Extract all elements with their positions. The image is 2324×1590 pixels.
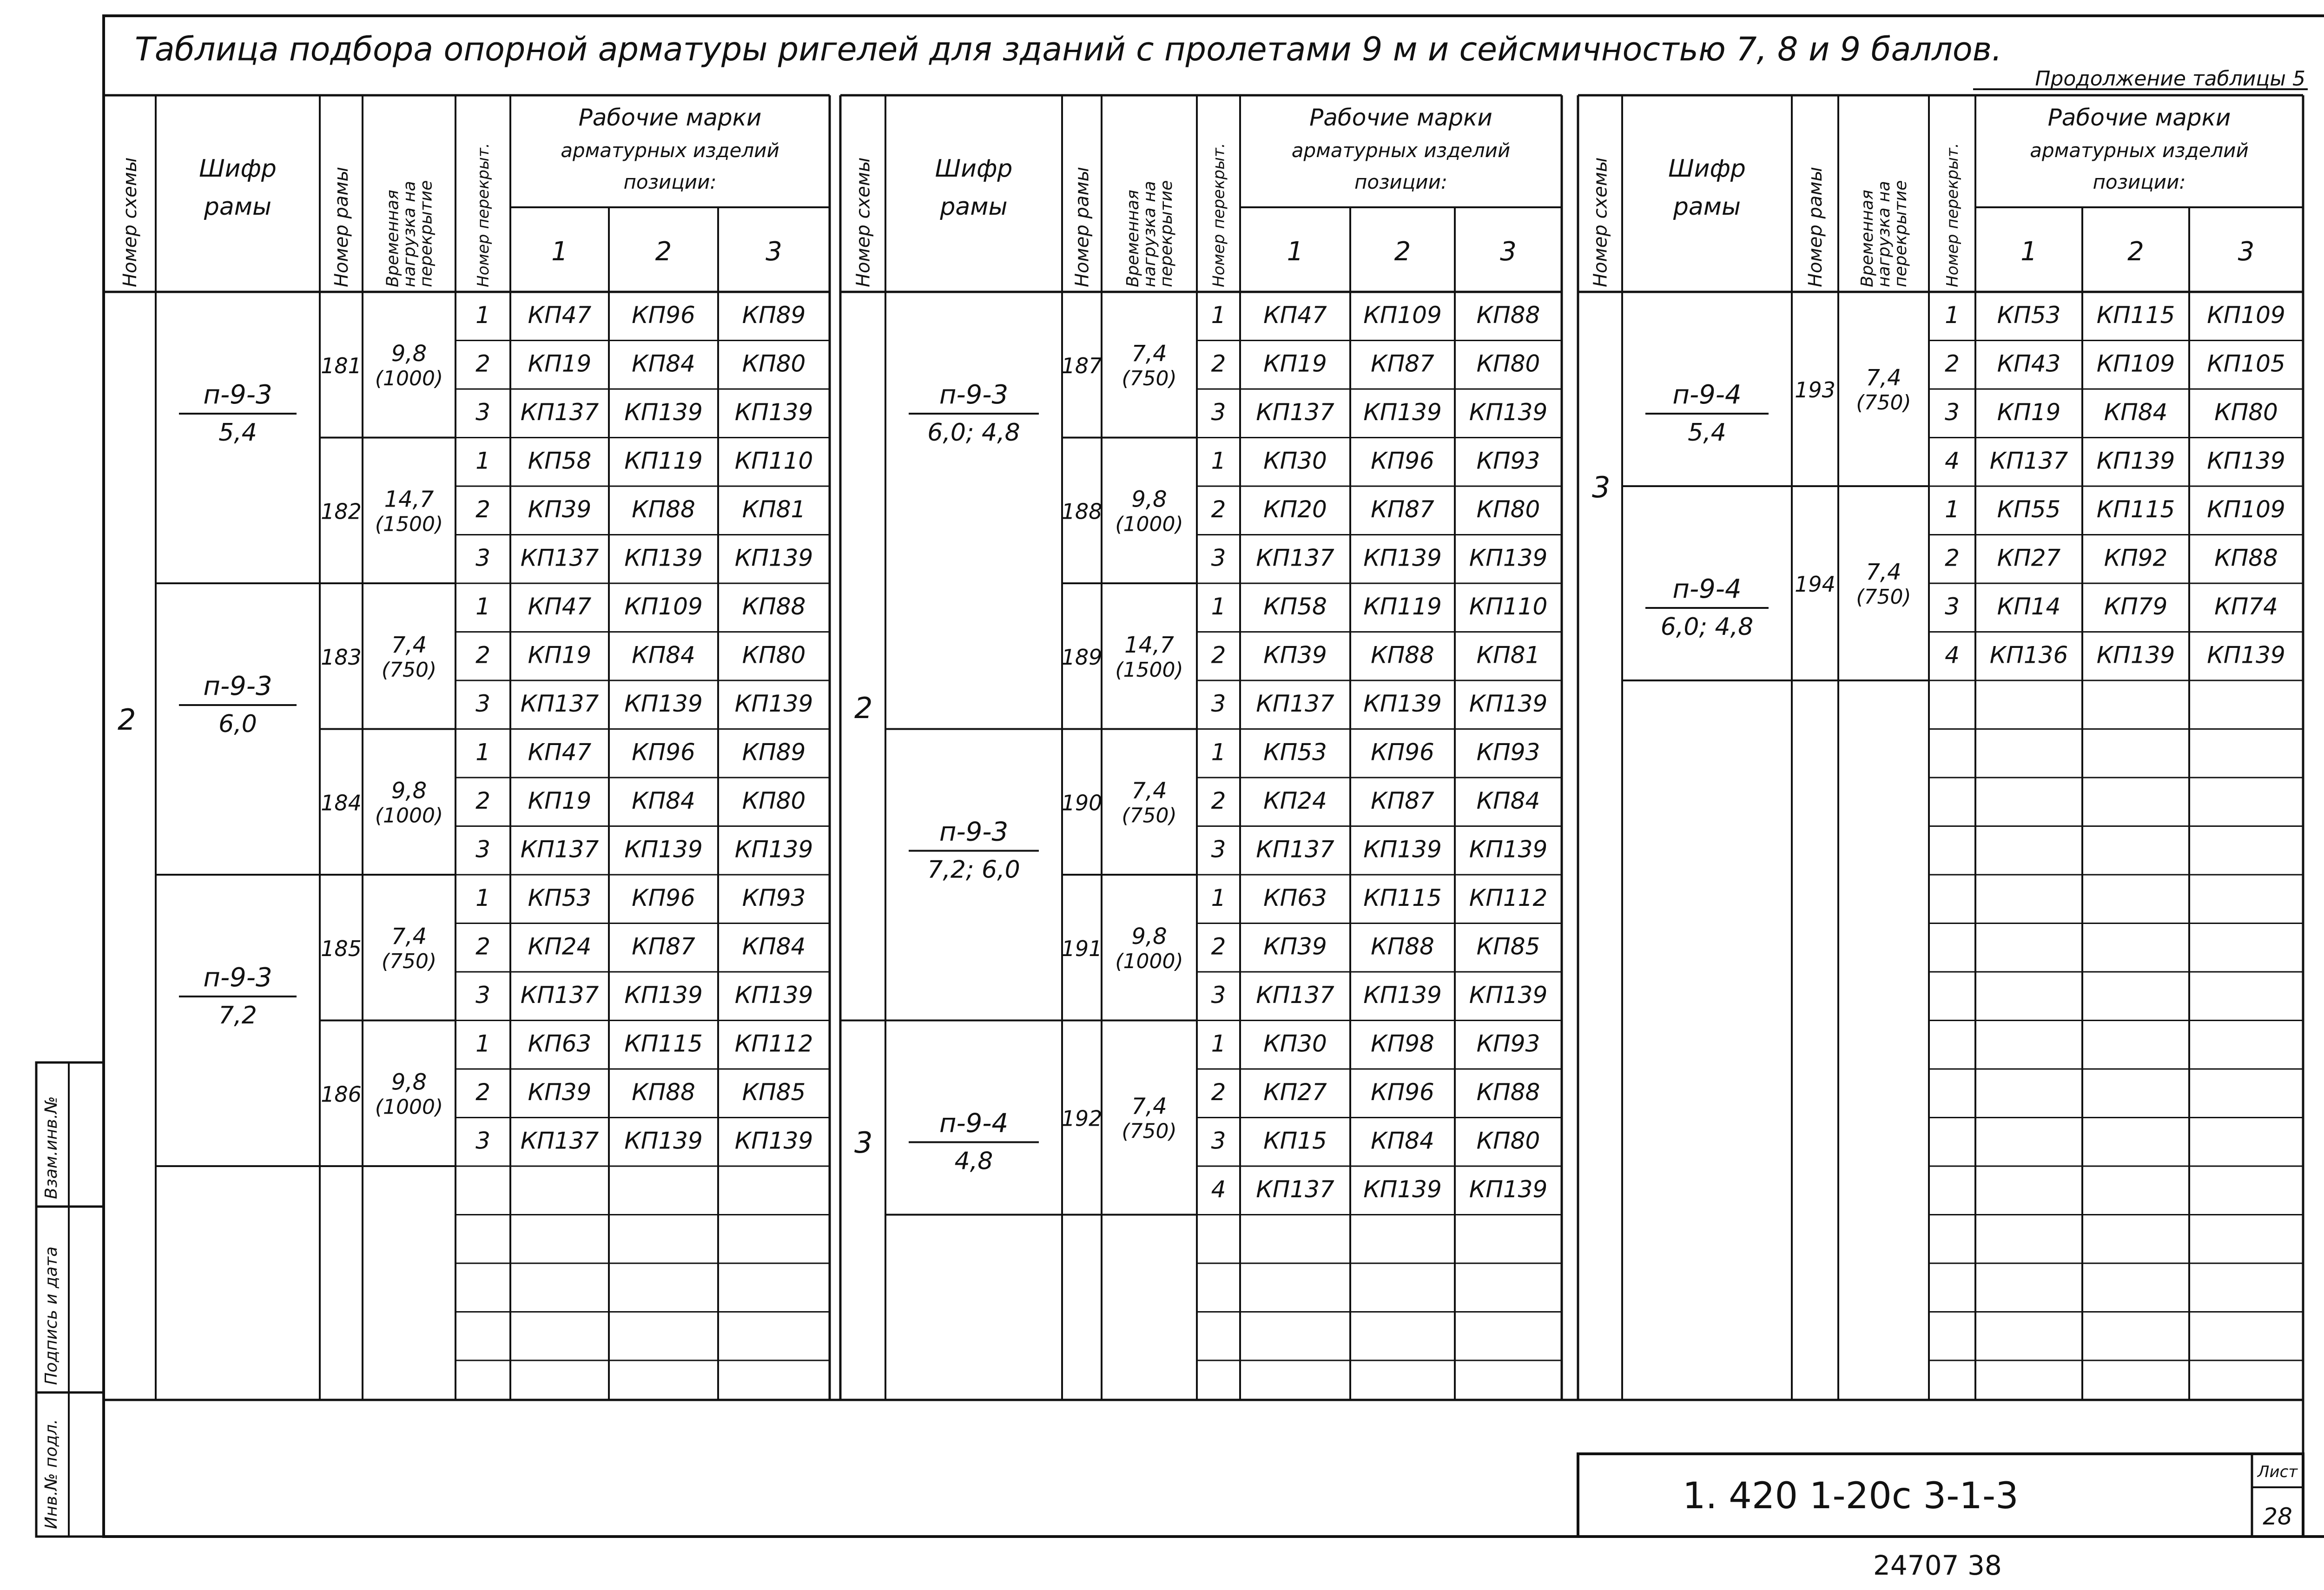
load-value: 7,4 — [1131, 1093, 1167, 1120]
mark-position-3: КП139 — [734, 836, 813, 863]
mark-position-2: КП139 — [2096, 447, 2175, 475]
floor-number: 4 — [1945, 641, 1960, 669]
header-position-1: 1 — [2020, 237, 2037, 267]
header-scheme-number: Номер схемы — [852, 157, 874, 287]
mark-position-2: КП88 — [1371, 933, 1434, 960]
mark-position-1: КП39 — [1263, 641, 1327, 669]
load-value: 7,4 — [1131, 778, 1167, 804]
mark-position-3: КП93 — [1476, 739, 1540, 766]
mark-position-1: КП55 — [1997, 495, 2061, 523]
mark-position-3: КП80 — [1476, 350, 1540, 377]
mark-position-2: КП139 — [2096, 641, 2175, 669]
floor-number: 2 — [1211, 1078, 1226, 1106]
mark-position-2: КП109 — [624, 593, 703, 620]
mark-position-2: КП139 — [624, 544, 703, 572]
mark-position-3: КП139 — [2207, 447, 2285, 475]
floor-number: 3 — [1211, 398, 1226, 426]
mark-position-3: КП74 — [2214, 593, 2278, 620]
floor-number: 2 — [1945, 350, 1960, 377]
mark-position-1: КП53 — [528, 884, 592, 911]
floor-number: 4 — [1945, 447, 1960, 475]
load-value: 9,8 — [391, 1069, 427, 1095]
cipher-bottom: 4,8 — [954, 1147, 993, 1175]
cipher-top: п-9-3 — [203, 963, 272, 993]
mark-position-2: КП96 — [632, 301, 695, 329]
floor-number: 1 — [1211, 739, 1226, 766]
header-position-2: 2 — [655, 237, 672, 267]
frame-number: 192 — [1061, 1106, 1103, 1131]
mark-position-2: КП119 — [1363, 593, 1442, 620]
mark-position-1: КП137 — [520, 981, 599, 1009]
mark-position-3: КП139 — [1469, 398, 1548, 426]
mark-position-1: КП30 — [1263, 447, 1327, 475]
frame-number: 194 — [1795, 572, 1835, 597]
load-value: (750) — [1122, 1119, 1177, 1143]
load-value: (750) — [1122, 366, 1177, 390]
mark-position-3: КП139 — [734, 544, 813, 572]
floor-number: 1 — [1211, 1030, 1226, 1057]
mark-position-1: КП137 — [520, 690, 599, 717]
cipher-bottom: 7,2; 6,0 — [927, 856, 1020, 884]
mark-position-3: КП109 — [2207, 301, 2285, 329]
floor-number: 4 — [1211, 1175, 1226, 1203]
mark-position-3: КП93 — [1476, 1030, 1540, 1057]
mark-position-1: КП53 — [1997, 301, 2061, 329]
cipher-bottom: 7,2 — [218, 1002, 257, 1029]
mark-position-3: КП112 — [1469, 884, 1548, 911]
mark-position-1: КП19 — [1997, 398, 2061, 426]
frame-number: 186 — [321, 1082, 362, 1107]
header-floor-number: Номер перекрыт. — [474, 143, 493, 287]
mark-position-1: КП47 — [1263, 301, 1327, 329]
mark-position-2: КП115 — [1363, 884, 1442, 911]
floor-number: 1 — [475, 447, 490, 475]
mark-position-1: КП19 — [528, 787, 592, 814]
archive-number: 24707 38 — [1873, 1550, 2002, 1581]
mark-position-3: КП139 — [1469, 544, 1548, 572]
mark-position-2: КП109 — [1363, 301, 1442, 329]
sheet-label: Лист — [2257, 1463, 2298, 1481]
mark-position-2: КП96 — [1371, 447, 1434, 475]
frame-number: 183 — [321, 644, 362, 670]
mark-position-2: КП87 — [1371, 787, 1434, 814]
mark-position-1: КП47 — [528, 739, 592, 766]
mark-position-1: КП19 — [1263, 350, 1327, 377]
mark-position-3: КП80 — [2214, 398, 2278, 426]
floor-number: 2 — [475, 1078, 490, 1106]
floor-number: 3 — [1211, 1127, 1226, 1155]
floor-number: 3 — [475, 836, 490, 863]
cipher-top: п-9-3 — [939, 380, 1009, 410]
cipher-bottom: 6,0 — [218, 710, 257, 738]
mark-position-1: КП20 — [1263, 495, 1327, 523]
load-value: (1500) — [1115, 658, 1183, 682]
mark-position-2: КП139 — [624, 836, 703, 863]
header-position-2: 2 — [1394, 237, 1411, 267]
header-frame-number: Номер рамы — [1071, 166, 1093, 287]
cipher-bottom: 6,0; 4,8 — [1660, 613, 1754, 641]
mark-position-1: КП15 — [1263, 1127, 1327, 1155]
frame-number: 193 — [1795, 377, 1835, 402]
mark-position-1: КП137 — [1256, 1175, 1334, 1203]
mark-position-3: КП88 — [1476, 1078, 1540, 1106]
mark-position-1: КП27 — [1997, 544, 2061, 572]
mark-position-1: КП137 — [1256, 544, 1334, 572]
load-value: (750) — [381, 658, 437, 682]
header-cipher: Шифр — [199, 155, 277, 183]
mark-position-2: КП139 — [1363, 1175, 1442, 1203]
mark-position-1: КП137 — [1989, 447, 2068, 475]
mark-position-1: КП63 — [1263, 884, 1327, 911]
mark-position-1: КП63 — [528, 1030, 592, 1057]
drawing-designation: 1. 420 1-20с 3-1-3 — [1683, 1475, 2019, 1517]
floor-number: 3 — [1211, 981, 1226, 1009]
floor-number: 2 — [475, 787, 490, 814]
floor-number: 2 — [1211, 933, 1226, 960]
load-value: 9,8 — [1131, 923, 1167, 950]
mark-position-1: КП137 — [1256, 690, 1334, 717]
scheme-number: 3 — [1592, 470, 1611, 504]
mark-position-2: КП79 — [2104, 593, 2168, 620]
cipher-top: п-9-4 — [939, 1108, 1009, 1139]
mark-position-3: КП93 — [1476, 447, 1540, 475]
mark-position-1: КП136 — [1989, 641, 2068, 669]
header-scheme-number: Номер схемы — [119, 157, 141, 287]
mark-position-2: КП139 — [1363, 544, 1442, 572]
mark-position-3: КП89 — [742, 739, 806, 766]
load-value: 9,8 — [391, 340, 427, 367]
table-title: Таблица подбора опорной арматуры ригелей для зданий с пролетами 9 м и сейсмичностью 7, 8 и 9 баллов. — [135, 30, 2002, 68]
floor-number: 1 — [1211, 593, 1226, 620]
load-value: 14,7 — [384, 486, 434, 513]
header-marks: Рабочие марки — [578, 104, 762, 131]
frame-number: 187 — [1061, 353, 1103, 378]
header-marks: позиции: — [2093, 171, 2186, 193]
load-value: 9,8 — [1131, 486, 1167, 513]
floor-number: 1 — [1211, 884, 1226, 911]
floor-number: 1 — [475, 1030, 490, 1057]
mark-position-3: КП139 — [734, 398, 813, 426]
floor-number: 3 — [475, 1127, 490, 1155]
mark-position-3: КП81 — [1476, 641, 1540, 669]
mark-position-2: КП84 — [632, 350, 695, 377]
frame-number: 181 — [321, 353, 362, 378]
mark-position-1: КП14 — [1997, 593, 2061, 620]
floor-number: 2 — [475, 933, 490, 960]
load-value: 7,4 — [1866, 559, 1901, 585]
mark-position-3: КП88 — [2214, 544, 2278, 572]
floor-number: 2 — [1211, 350, 1226, 377]
floor-number: 1 — [1945, 495, 1960, 523]
mark-position-1: КП137 — [520, 836, 599, 863]
mark-position-2: КП139 — [624, 398, 703, 426]
scheme-number: 3 — [854, 1126, 873, 1160]
floor-number: 1 — [475, 884, 490, 911]
header-marks: арматурных изделий — [2030, 139, 2249, 162]
mark-position-2: КП96 — [632, 739, 695, 766]
floor-number: 3 — [1211, 544, 1226, 572]
floor-number: 1 — [1945, 301, 1960, 329]
floor-number: 2 — [475, 350, 490, 377]
header-scheme-number: Номер схемы — [1590, 157, 1611, 287]
mark-position-1: КП39 — [528, 1078, 592, 1106]
mark-position-3: КП105 — [2207, 350, 2285, 377]
floor-number: 3 — [1211, 690, 1226, 717]
floor-number: 3 — [1945, 593, 1960, 620]
mark-position-1: КП19 — [528, 641, 592, 669]
mark-position-1: КП47 — [528, 593, 592, 620]
floor-number: 1 — [475, 593, 490, 620]
cipher-bottom: 6,0; 4,8 — [927, 419, 1020, 447]
load-value: (1500) — [375, 512, 443, 536]
mark-position-3: КП109 — [2207, 495, 2285, 523]
load-value: 7,4 — [391, 632, 427, 658]
header-position-2: 2 — [2127, 237, 2144, 267]
mark-position-3: КП139 — [1469, 981, 1548, 1009]
load-value: 7,4 — [391, 923, 427, 950]
side-label-sign-date: Подпись и дата — [42, 1246, 61, 1385]
load-value: 14,7 — [1124, 632, 1174, 658]
frame-number: 185 — [321, 936, 362, 961]
mark-position-1: КП58 — [1263, 593, 1327, 620]
floor-number: 2 — [1211, 787, 1226, 814]
mark-position-2: КП87 — [1371, 495, 1434, 523]
mark-position-3: КП93 — [742, 884, 806, 911]
floor-number: 3 — [1945, 398, 1960, 426]
mark-position-3: КП81 — [742, 495, 806, 523]
load-value: 7,4 — [1131, 340, 1167, 367]
header-cipher: рамы — [940, 193, 1008, 221]
load-value: (1000) — [1115, 512, 1183, 536]
mark-position-2: КП115 — [2096, 495, 2175, 523]
mark-position-3: КП139 — [1469, 1175, 1548, 1203]
mark-position-1: КП137 — [1256, 836, 1334, 863]
mark-position-3: КП139 — [734, 1127, 813, 1155]
header-floor-number: Номер перекрыт. — [1943, 143, 1962, 287]
mark-position-1: КП137 — [520, 398, 599, 426]
mark-position-3: КП80 — [742, 641, 806, 669]
cipher-top: п-9-3 — [939, 817, 1009, 847]
mark-position-2: КП88 — [632, 495, 695, 523]
frame-number: 182 — [321, 499, 362, 524]
table-blocks — [104, 95, 2303, 1400]
mark-position-2: КП96 — [1371, 739, 1434, 766]
mark-position-1: КП30 — [1263, 1030, 1327, 1057]
mark-position-3: КП85 — [742, 1078, 806, 1106]
mark-position-2: КП96 — [1371, 1078, 1434, 1106]
cipher-bottom: 5,4 — [1688, 419, 1726, 447]
cipher-top: п-9-3 — [203, 671, 272, 701]
floor-number: 3 — [475, 398, 490, 426]
mark-position-2: КП115 — [624, 1030, 703, 1057]
mark-position-2: КП115 — [2096, 301, 2175, 329]
sheet-number: 28 — [2263, 1503, 2292, 1530]
header-position-3: 3 — [1500, 237, 1517, 267]
mark-position-3: КП88 — [1476, 301, 1540, 329]
mark-position-2: КП84 — [632, 787, 695, 814]
mark-position-3: КП139 — [734, 981, 813, 1009]
mark-position-3: КП139 — [734, 690, 813, 717]
floor-number: 3 — [1211, 836, 1226, 863]
header-position-1: 1 — [1287, 237, 1304, 267]
mark-position-2: КП119 — [624, 447, 703, 475]
mark-position-2: КП84 — [1371, 1127, 1434, 1155]
mark-position-2: КП139 — [1363, 836, 1442, 863]
mark-position-1: КП39 — [1263, 933, 1327, 960]
load-value: (750) — [1856, 585, 1911, 609]
mark-position-3: КП80 — [742, 350, 806, 377]
mark-position-2: КП88 — [632, 1078, 695, 1106]
load-value: (1000) — [375, 804, 443, 828]
floor-number: 3 — [475, 690, 490, 717]
header-frame-number: Номер рамы — [331, 166, 352, 287]
load-value: 9,8 — [391, 778, 427, 804]
header-temporary-load: Временнаянагрузка наперекрытие — [1123, 180, 1176, 287]
mark-position-2: КП139 — [1363, 690, 1442, 717]
mark-position-1: КП24 — [528, 933, 592, 960]
cipher-top: п-9-4 — [1672, 380, 1742, 410]
mark-position-2: КП87 — [632, 933, 695, 960]
header-marks: позиции: — [623, 171, 717, 193]
mark-position-2: КП98 — [1371, 1030, 1434, 1057]
mark-position-2: КП139 — [1363, 398, 1442, 426]
floor-number: 3 — [475, 544, 490, 572]
floor-number: 1 — [475, 301, 490, 329]
floor-number: 1 — [1211, 301, 1226, 329]
mark-position-3: КП139 — [1469, 836, 1548, 863]
load-value: 7,4 — [1866, 365, 1901, 391]
mark-position-3: КП112 — [734, 1030, 813, 1057]
mark-position-3: КП89 — [742, 301, 806, 329]
mark-position-3: КП85 — [1476, 933, 1540, 960]
frame-number: 190 — [1061, 790, 1103, 816]
scheme-number: 2 — [854, 691, 873, 725]
mark-position-1: КП53 — [1263, 739, 1327, 766]
mark-position-3: КП80 — [1476, 495, 1540, 523]
floor-number: 3 — [475, 981, 490, 1009]
header-marks: позиции: — [1354, 171, 1448, 193]
header-cipher: Шифр — [935, 155, 1013, 183]
continuation-label: Продолжение таблицы 5 — [2035, 67, 2305, 91]
scheme-number: 2 — [118, 703, 136, 737]
mark-position-3: КП80 — [1476, 1127, 1540, 1155]
load-value: (1000) — [375, 366, 443, 390]
mark-position-2: КП139 — [624, 981, 703, 1009]
floor-number: 2 — [1945, 544, 1960, 572]
mark-position-1: КП137 — [1256, 398, 1334, 426]
mark-position-1: КП43 — [1997, 350, 2061, 377]
frame-number: 189 — [1061, 644, 1103, 670]
mark-position-3: КП88 — [742, 593, 806, 620]
header-marks: Рабочие марки — [1309, 104, 1492, 131]
side-label-inv-no: Инв.№ подл. — [42, 1419, 61, 1529]
header-frame-number: Номер рамы — [1805, 166, 1826, 287]
mark-position-2: КП139 — [624, 1127, 703, 1155]
header-marks: Рабочие марки — [2047, 104, 2231, 131]
cipher-top: п-9-3 — [203, 380, 272, 410]
mark-position-1: КП19 — [528, 350, 592, 377]
mark-position-3: КП110 — [734, 447, 813, 475]
mark-position-2: КП139 — [624, 690, 703, 717]
header-temporary-load: Временнаянагрузка наперекрытие — [383, 180, 436, 287]
mark-position-3: КП139 — [1469, 690, 1548, 717]
header-position-3: 3 — [766, 237, 782, 267]
mark-position-1: КП137 — [1256, 981, 1334, 1009]
floor-number: 2 — [1211, 641, 1226, 669]
mark-position-2: КП84 — [2104, 398, 2168, 426]
load-value: (750) — [381, 949, 437, 973]
header-floor-number: Номер перекрыт. — [1209, 143, 1228, 287]
mark-position-1: КП24 — [1263, 787, 1327, 814]
load-value: (750) — [1122, 804, 1177, 828]
floor-number: 2 — [1211, 495, 1226, 523]
header-cipher: рамы — [1673, 193, 1741, 221]
mark-position-1: КП27 — [1263, 1078, 1327, 1106]
header-position-1: 1 — [551, 237, 568, 267]
header-position-3: 3 — [2238, 237, 2255, 267]
header-marks: арматурных изделий — [1291, 139, 1511, 162]
floor-number: 1 — [475, 739, 490, 766]
mark-position-1: КП58 — [528, 447, 592, 475]
floor-number: 2 — [475, 641, 490, 669]
frame-number: 188 — [1061, 499, 1103, 524]
mark-position-2: КП88 — [1371, 641, 1434, 669]
mark-position-2: КП92 — [2104, 544, 2168, 572]
header-cipher: Шифр — [1668, 155, 1746, 183]
mark-position-3: КП84 — [1476, 787, 1540, 814]
cipher-bottom: 5,4 — [218, 419, 257, 447]
mark-position-2: КП96 — [632, 884, 695, 911]
mark-position-3: КП110 — [1469, 593, 1548, 620]
header-cipher: рамы — [204, 193, 272, 221]
header-marks: арматурных изделий — [561, 139, 779, 162]
mark-position-3: КП139 — [2207, 641, 2285, 669]
cipher-top: п-9-4 — [1672, 574, 1742, 604]
mark-position-2: КП139 — [1363, 981, 1442, 1009]
load-value: (1000) — [375, 1095, 443, 1119]
floor-number: 2 — [475, 495, 490, 523]
mark-position-1: КП39 — [528, 495, 592, 523]
mark-position-3: КП80 — [742, 787, 806, 814]
mark-position-1: КП137 — [520, 1127, 599, 1155]
load-value: (1000) — [1115, 949, 1183, 973]
mark-position-3: КП84 — [742, 933, 806, 960]
side-label-replace-inv: Взам.инв.№ — [42, 1096, 61, 1199]
load-value: (750) — [1856, 391, 1911, 415]
frame-number: 184 — [321, 790, 362, 816]
mark-position-1: КП137 — [520, 544, 599, 572]
floor-number: 1 — [1211, 447, 1226, 475]
mark-position-2: КП87 — [1371, 350, 1434, 377]
mark-position-2: КП84 — [632, 641, 695, 669]
mark-position-2: КП109 — [2096, 350, 2175, 377]
frame-number: 191 — [1061, 936, 1103, 961]
mark-position-1: КП47 — [528, 301, 592, 329]
header-temporary-load: Временнаянагрузка наперекрытие — [1858, 180, 1911, 287]
